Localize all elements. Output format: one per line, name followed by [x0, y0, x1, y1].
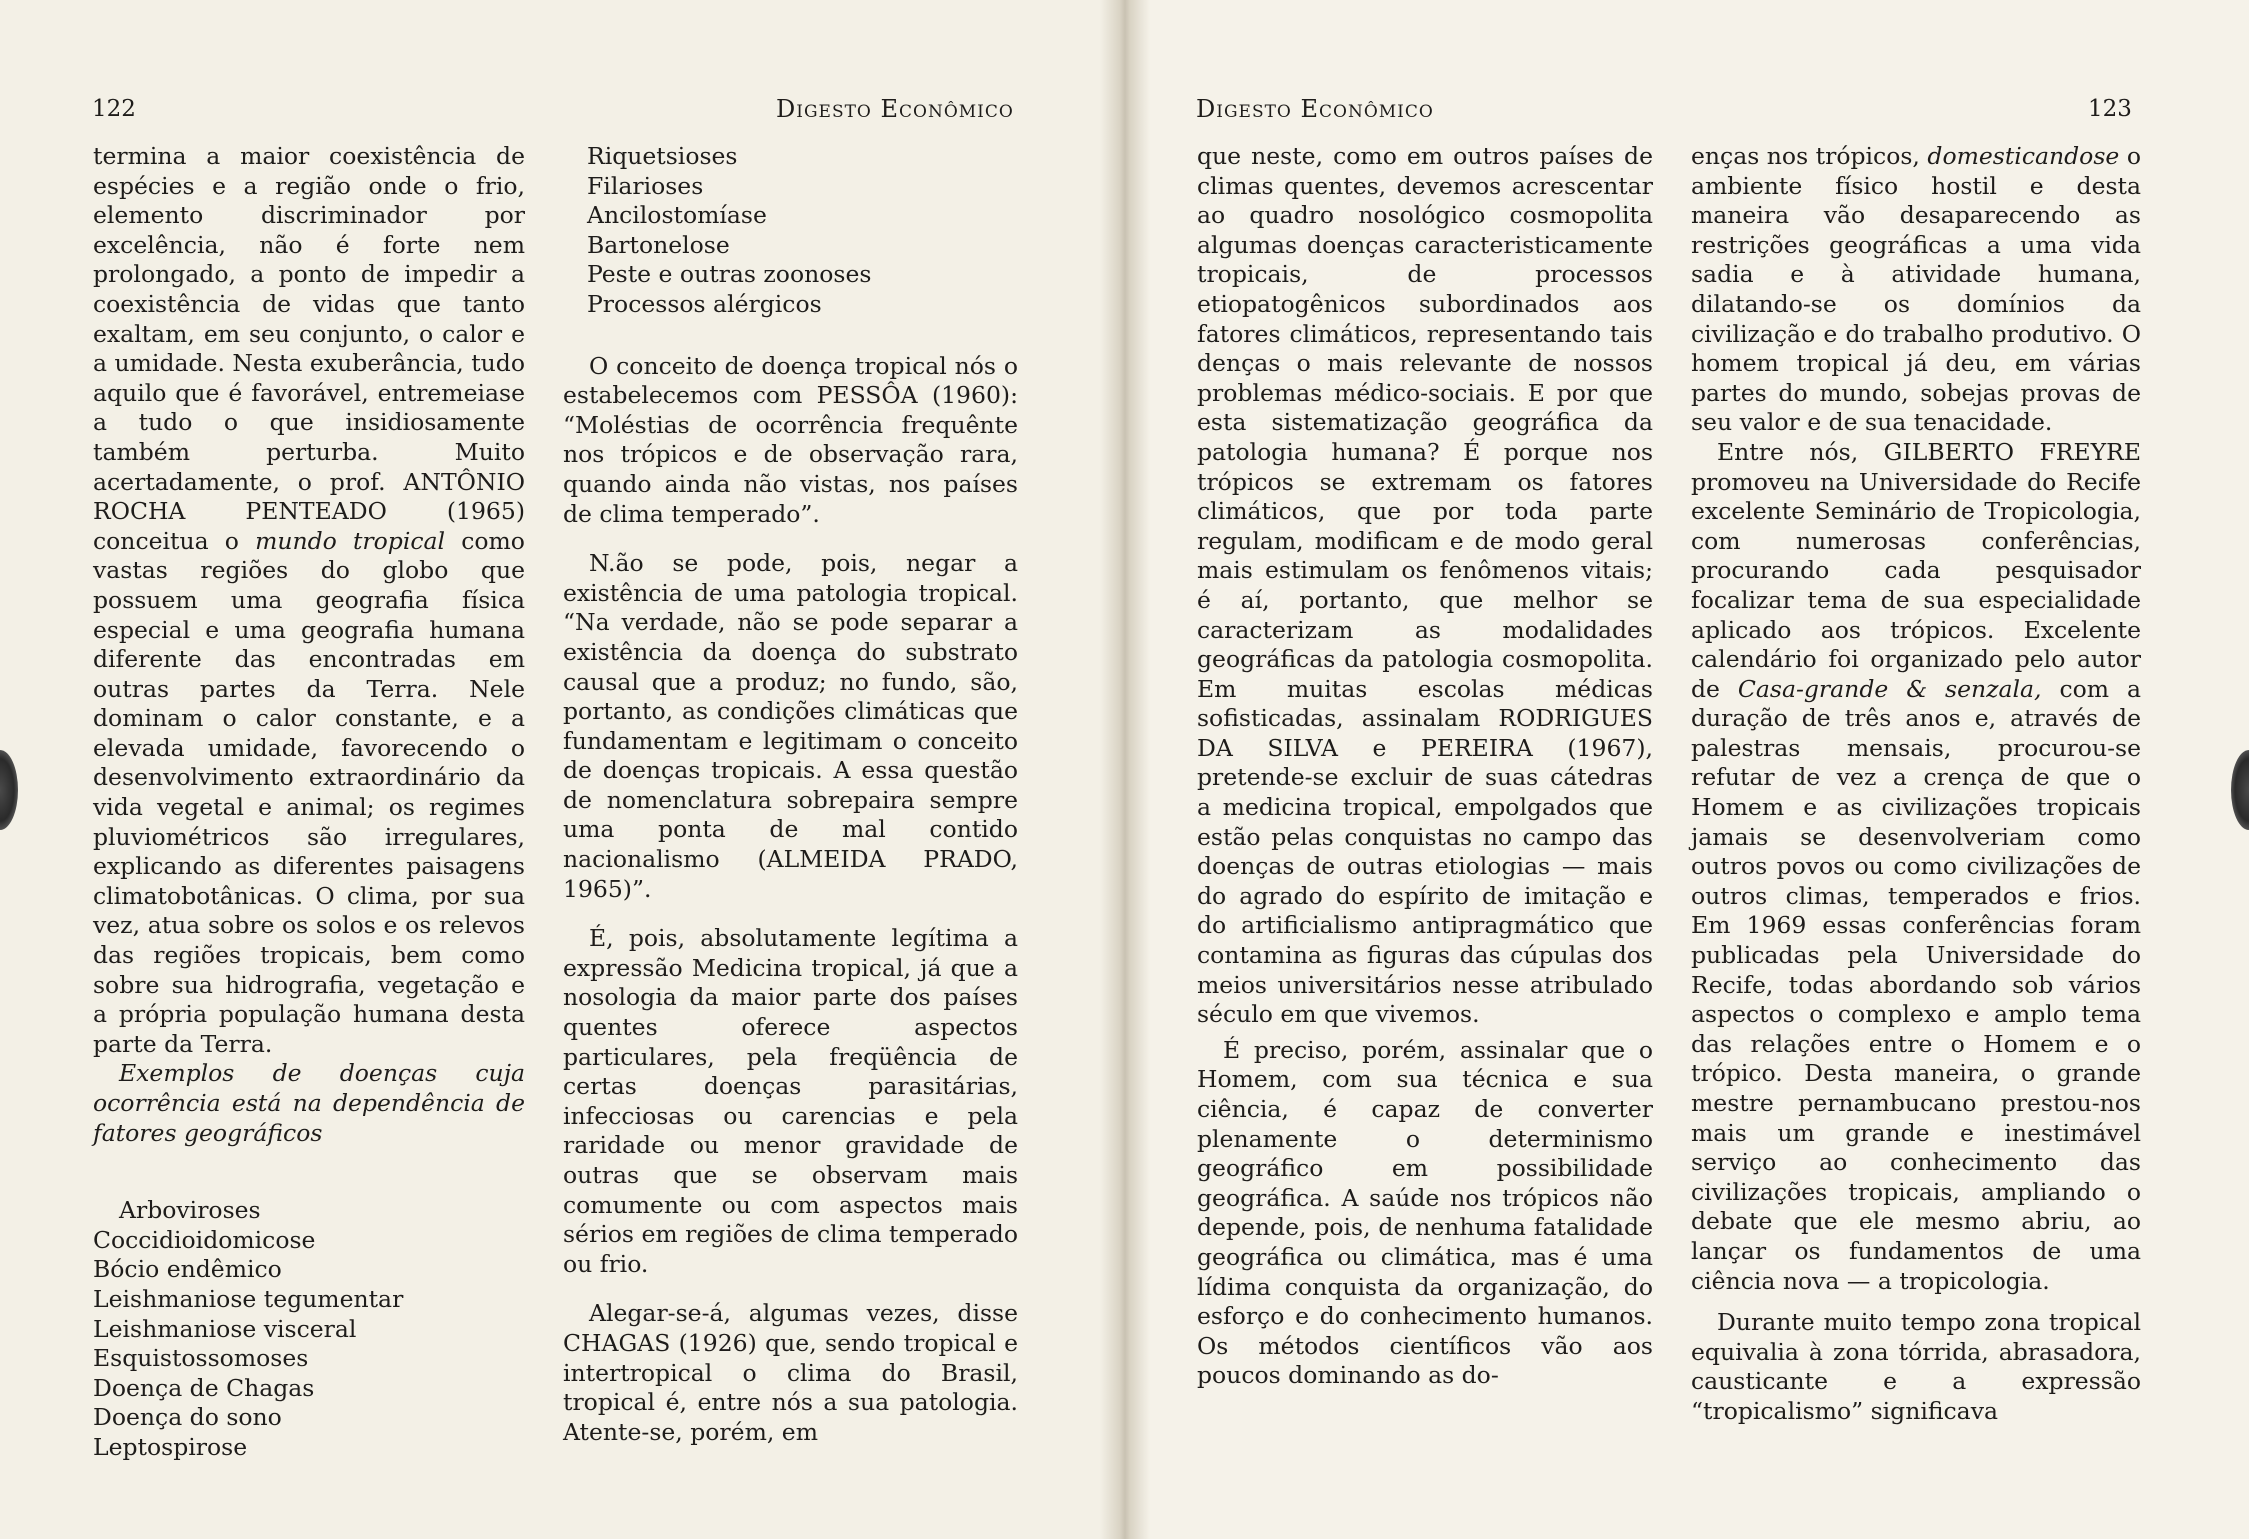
disease-list-2 [587, 142, 1018, 320]
left-page [0, 0, 1120, 1539]
list-item: Leishmaniose visceral [93, 1314, 357, 1343]
list-item: Bartonelose [587, 230, 730, 259]
list-item: Ancilostomíase [587, 201, 767, 230]
list-item: Doença de Chagas [93, 1373, 315, 1402]
right-column-2 [1691, 142, 2141, 1427]
list-item: Coccidioidomicose [93, 1225, 316, 1254]
paragraph-text: o ambiente físico hostil e desta maneira vão desaparecendo as restrições geográficas a uma vida sadia e à atividade humana, dilatando-se os domínios da civilização e do trabalho produtivo. O homem tropical já deu, em várias partes do mundo, sobejas provas de seu valor e de sua tenacidade. [1691, 142, 2141, 437]
list-item: Leishmaniose tegumentar [93, 1284, 404, 1313]
paragraph-text: com a duração de três anos e, através de palestras mensais, procurou-se refutar de vez a crença de que o Homem e as civilizações tropicais jamais se desenvolveriam como outros povos ou como civilizações de outros climas, temperados e frios. Em 1969 essas conferências foram publicadas pela Universidade do Recife, todas abordando sob vários aspectos o complexo e amplo tema das relações entre o Homem e o trópico. Desta maneira, o grande mestre pernambucano prestou-nos mais um grande e inestimável serviço ao conhecimento das civilizações tropicais, ampliando o debate que ele mesmo abriu, ao lançar os fundamentos de uma ciência nova — a tropicologia. [1691, 674, 2141, 1295]
running-head-right: Digesto Econômico [1196, 95, 1434, 123]
emphasis-text: mundo tropical [255, 526, 446, 555]
paragraph-text: termina a maior coexistência de espécies e a região onde o frio, elemento discriminador por excelência, não é forte nem prolongado, a ponto de impedir a coexistência de vidas que tanto exaltam, em seu conjunto, o calor e a umidade. Nesta exuberância, tudo aquilo que é favorável, entremeiase a tudo o que insidiosamente também perturba. Muito acertadamente, o prof. ANTÔNIO ROCHA PENTEADO (1965) conceitua o [93, 142, 525, 555]
list-item: Peste e outras zoonoses [587, 260, 872, 289]
list-item: Filarioses [587, 171, 704, 200]
list-item: Arboviroses [119, 1196, 261, 1225]
list-item: Leptospirose [93, 1432, 248, 1461]
right-page [1126, 0, 2249, 1539]
paragraph: Alegar-se-á, algumas vezes, disse CHAGAS (1926) que, sendo tropical e intertropical o clima do Brasil, tropical é, entre nós a sua patologia. Atente-se, porém, em [563, 1299, 1018, 1446]
disease-list-1 [93, 1196, 525, 1462]
left-column-2 [563, 142, 1018, 1447]
paragraph: que neste, como em outros países de climas quentes, devemos acrescentar ao quadro nosológico cosmopolita algumas doenças caracteristicamente tropicais, de processos etiopatogênicos subordinados aos fatores climáticos, representando tais denças o mais relevante de nossos problemas médico-sociais. E por que esta sistematização geográfica da patologia humana? É porque nos trópicos se extremam os fatores climáticos, que por toda parte regulam, modificam e de modo geral mais estimulam os fenômenos vitais; é aí, portanto, que melhor se caracterizam as modalidades geográficas da patologia cosmopolita. Em muitas escolas médicas sofisticadas, assinalam RODRIGUES DA SILVA e PEREIRA (1967), pretende-se excluir de suas cátedras a medicina tropical, empolgados que estão pelas conquistas no campo das doenças de outras etiologias — mais do agrado do espírito de imitação e do artificialismo antipragmático que contamina as figuras das cúpulas dos meios universitários nesse atribulado século em que vivemos. [1197, 142, 1653, 1029]
paragraph: Durante muito tempo zona tropical equivalia à zona tórrida, abrasadora, causticante e a expressão “tropicalismo” significava [1691, 1308, 2141, 1425]
list-item: Riquetsioses [587, 142, 738, 170]
paragraph: O conceito de doença tropical nós o estabelecemos com PESSÔA (1960): “Moléstias de ocorrência frequênte nos trópicos e de observação rara, quando ainda não vistas, nos países de clima temperado”. [563, 351, 1018, 528]
paragraph: É preciso, porém, assinalar que o Homem, com sua técnica e sua ciência, é capaz de converter plenamente o determinismo geográfico em possibilidade geográfica. A saúde nos trópicos não depende, pois, de nenhuma fatalidade geográfica ou climática, mas é uma lídima conquista da organização, do esforço e do conhecimento humanos. Os métodos científicos vão aos poucos dominando as do- [1197, 1035, 1653, 1390]
list-caption: Exemplos de doenças cuja ocorrência está na dependência de fatores geográficos [93, 1059, 525, 1147]
page-number-left: 122 [92, 96, 136, 122]
paragraph: É, pois, absolutamente legítima a expressão Medicina tropical, já que a nosologia da maior parte dos países quentes oferece aspectos particulares, pela freqüência de certas doenças parasitárias, infecciosas ou carencias e pela raridade ou menor gravidade de outras que se observam mais comumente ou com aspectos mais sérios em regiões de clima temperado ou frio. [563, 924, 1018, 1278]
paragraph-text: Entre nós, GILBERTO FREYRE promoveu na Universidade do Recife excelente Seminário de Tropicologia, com numerosas conferências, procurando cada pesquisador focalizar tema de sua especialidade aplicado aos trópicos. Excelente calendário foi organizado pelo autor de [1691, 437, 2141, 703]
list-item: Esquistossomoses [93, 1344, 309, 1373]
list-item: Bócio endêmico [93, 1255, 282, 1284]
list-item: Processos alérgicos [587, 289, 822, 318]
running-head-left: Digesto Econômico [776, 95, 1014, 123]
left-column-1 [93, 142, 525, 1463]
paragraph [93, 142, 525, 1059]
paragraph-text: como vastas regiões do globo que possuem uma geografia física especial e uma geografia humana diferente das encontradas em outras partes da Terra. Nele dominam o calor constante, e a elevada umidade, favorecendo o desenvolvimento extraordinário da vida vegetal e animal; os regimes pluviométricos são irregulares, explicando as diferentes paisagens climatobotânicas. O clima, por sua vez, atua sobre os solos e os relevos das regiões tropicais, bem como sobre sua hidrografia, vegetação e a própria população humana desta parte da Terra. [93, 526, 525, 1058]
list-item: Doença do sono [93, 1403, 282, 1432]
paragraph: N.ão se pode, pois, negar a existência de uma patologia tropical. “Na verdade, não se pode separar a existência da doença do substrato causal que a produz; no fundo, são, portanto, as condições climáticas que fundamentam e legitimam o conceito de doenças tropicais. A essa questão de nomenclatura sobrepaira sempre uma ponta de mal contido nacionalismo (ALMEIDA PRADO, 1965)”. [563, 549, 1018, 903]
emphasis-text: domesticandose [1927, 142, 2120, 170]
page-number-right: 123 [2088, 96, 2132, 122]
book-gutter [1100, 0, 1150, 1539]
emphasis-text: Casa-grande & senzala, [1737, 674, 2042, 703]
paragraph [1691, 142, 2141, 438]
paragraph-text: enças nos trópicos, [1691, 142, 1920, 170]
right-column-1 [1197, 142, 1653, 1391]
paragraph [1691, 438, 2141, 1296]
